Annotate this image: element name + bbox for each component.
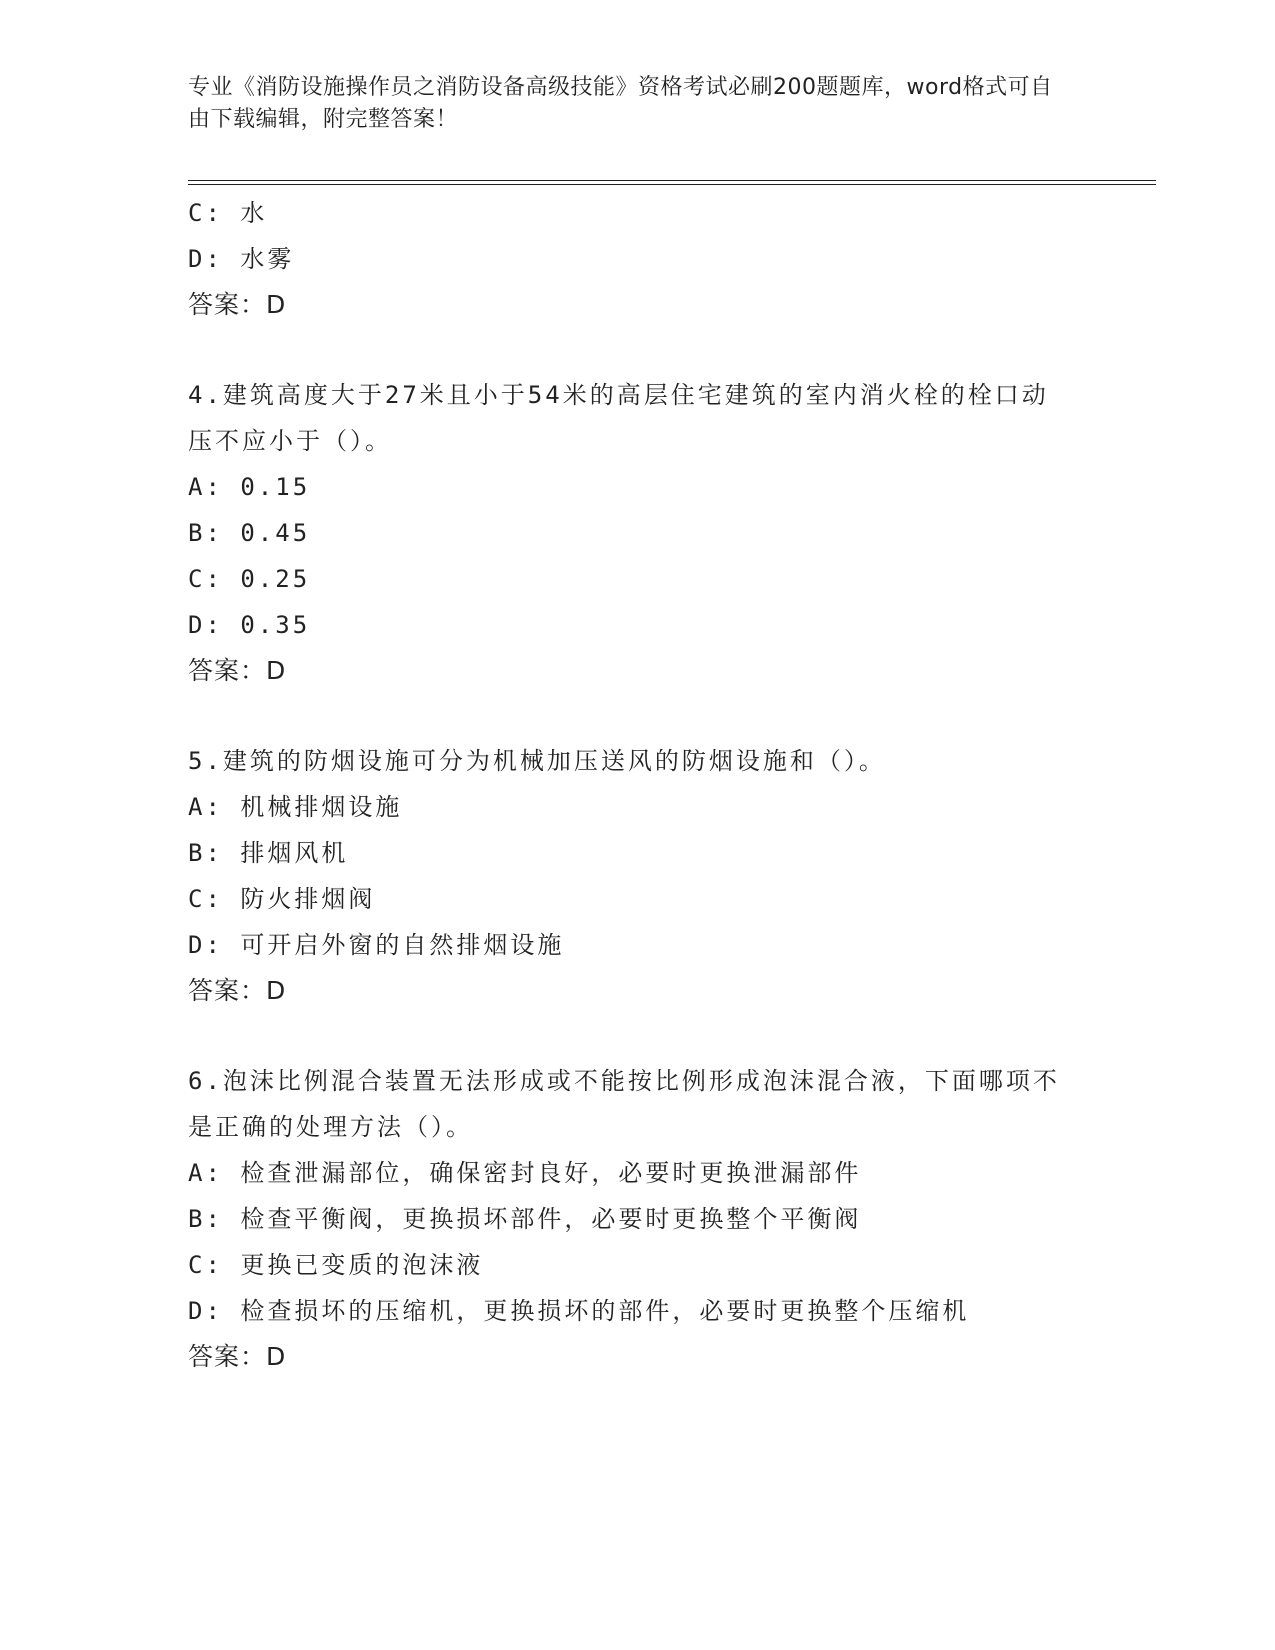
option-c: C: 防火排烟阀 <box>188 885 376 913</box>
question-list <box>188 190 1088 1380</box>
header-divider-top <box>188 180 1156 181</box>
question-5 <box>188 738 1088 1014</box>
option-b: B: 检查平衡阀，更换损坏部件，必要时更换整个平衡阀 <box>188 1205 862 1233</box>
option-d: D: 0.35 <box>188 611 311 639</box>
option-d: D: 检查损坏的压缩机，更换损坏的部件，必要时更换整个压缩机 <box>188 1297 970 1325</box>
option-b: B: 0.45 <box>188 519 311 547</box>
option-d: D: 可开启外窗的自然排烟设施 <box>188 931 565 959</box>
option-a: A: 0.15 <box>188 473 311 501</box>
question-text: 5.建筑的防烟设施可分为机械加压送风的防烟设施和（）。 <box>188 747 886 775</box>
option-c: C: 更换已变质的泡沫液 <box>188 1251 484 1279</box>
option-a: A: 机械排烟设施 <box>188 793 403 821</box>
header-divider-bottom <box>188 184 1156 185</box>
question-3 <box>188 190 1088 328</box>
question-6 <box>188 1058 1088 1380</box>
question-gap <box>188 328 1088 372</box>
question-gap <box>188 694 1088 738</box>
question-text: 4.建筑高度大于27米且小于54米的高层住宅建筑的室内消火栓的栓口动压不应小于（）。 <box>188 381 1049 455</box>
option-c: C: 水 <box>188 199 268 227</box>
option-b: B: 排烟风机 <box>188 839 349 867</box>
answer-line: 答案：D <box>188 976 287 1005</box>
option-c: C: 0.25 <box>188 565 311 593</box>
option-d: D: 水雾 <box>188 245 295 273</box>
question-text: 6.泡沫比例混合装置无法形成或不能按比例形成泡沫混合液，下面哪项不是正确的处理方法（）。 <box>188 1067 1060 1141</box>
question-4 <box>188 372 1088 694</box>
option-a: A: 检查泄漏部位，确保密封良好，必要时更换泄漏部件 <box>188 1159 862 1187</box>
answer-line: 答案：D <box>188 656 287 685</box>
answer-line: 答案：D <box>188 290 287 319</box>
question-gap <box>188 1014 1088 1058</box>
document-header: 专业《消防设施操作员之消防设备高级技能》资格考试必刷200题题库，word格式可自由下载编辑，附完整答案！ <box>188 75 1053 132</box>
answer-line: 答案：D <box>188 1342 287 1371</box>
